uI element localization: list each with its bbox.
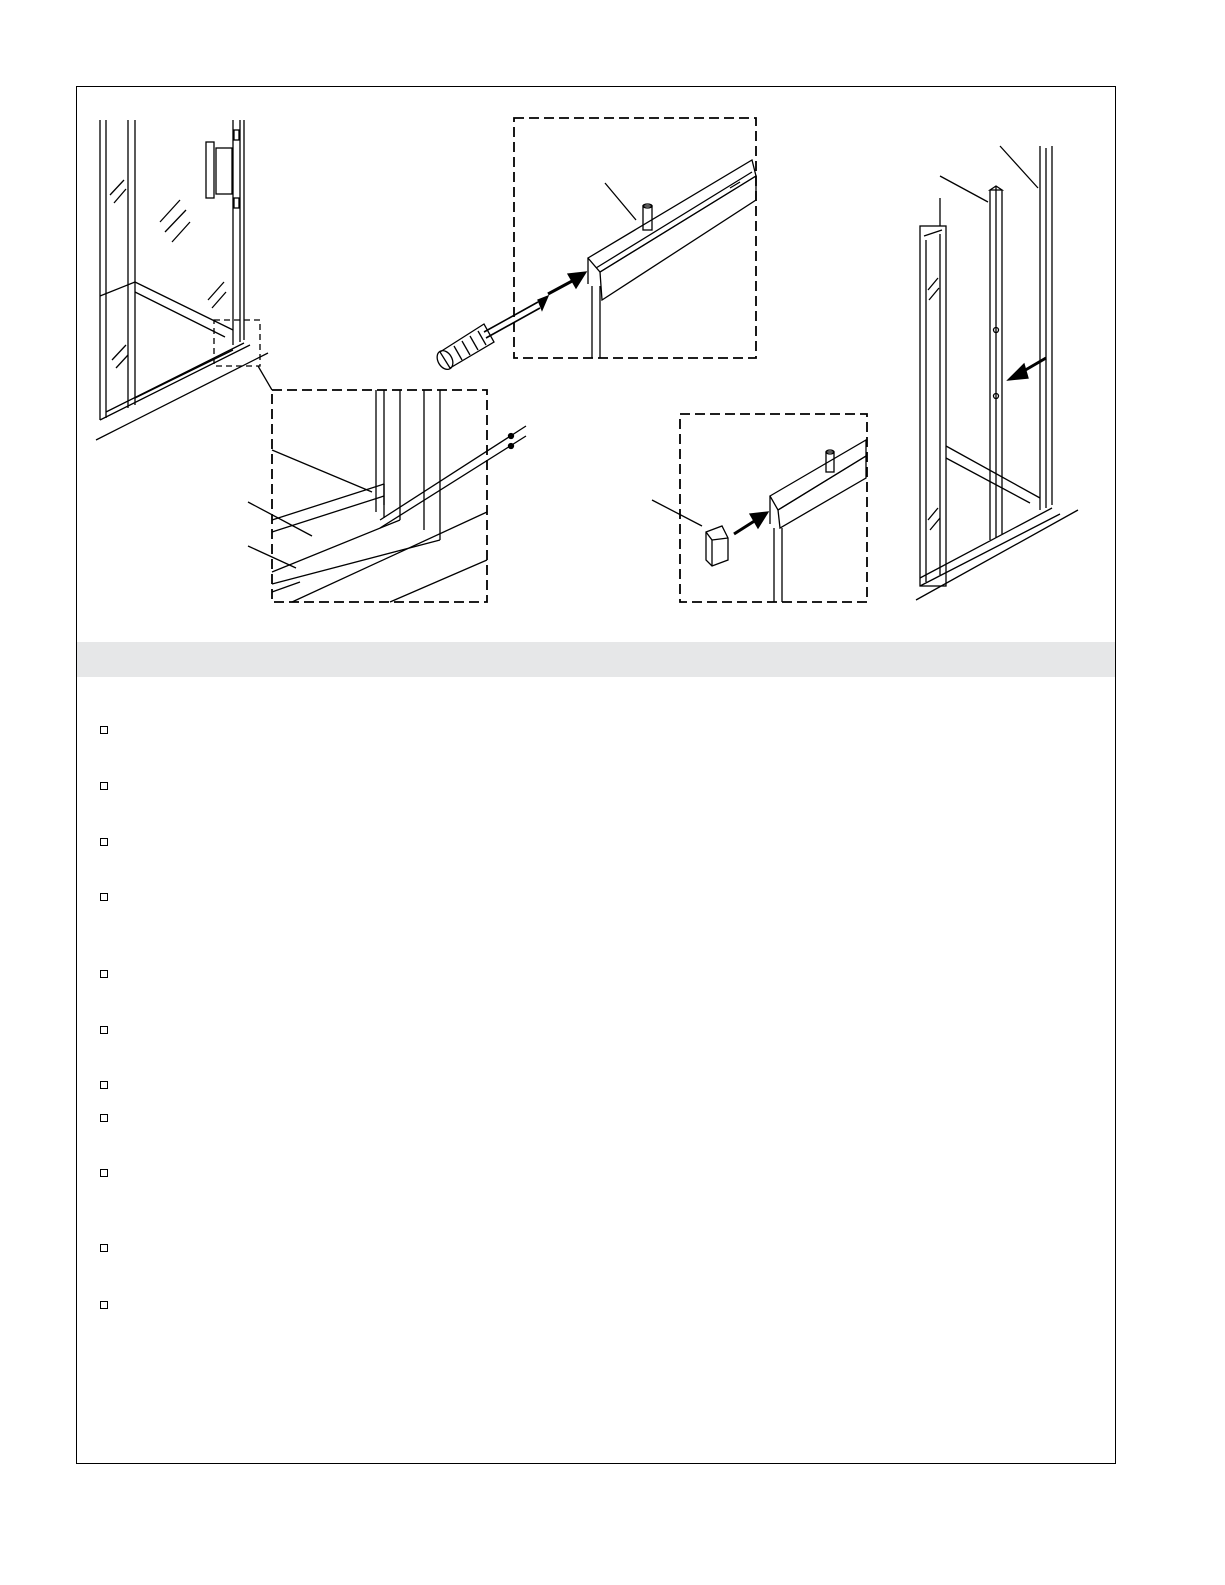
end-cap-detail	[652, 414, 867, 602]
arrow-icon	[548, 272, 586, 294]
checkbox-icon[interactable]	[100, 1301, 108, 1309]
checkbox-icon[interactable]	[100, 1026, 108, 1034]
top-track-detail	[514, 118, 756, 358]
checklist-item	[100, 1240, 1078, 1252]
installation-illustrations	[0, 0, 1225, 640]
checkbox-icon[interactable]	[100, 726, 108, 734]
checklist-item	[100, 889, 1078, 901]
arrow-icon	[734, 512, 768, 534]
checklist-item	[100, 966, 1078, 978]
checklist-item	[100, 834, 1078, 846]
checkbox-icon[interactable]	[100, 838, 108, 846]
end-cap-icon	[706, 526, 728, 566]
checkbox-icon[interactable]	[100, 782, 108, 790]
checklist-item	[100, 778, 1078, 790]
checklist-item	[100, 722, 1078, 734]
checklist-item	[100, 1110, 1078, 1122]
section-header-band	[77, 642, 1115, 677]
shower-door-overview	[96, 120, 272, 440]
checkbox-icon[interactable]	[100, 1081, 108, 1089]
checkbox-icon[interactable]	[100, 1244, 108, 1252]
jamb-installation	[916, 146, 1078, 600]
screwdriver-icon	[434, 296, 548, 372]
checkbox-icon[interactable]	[100, 1114, 108, 1122]
checklist-item	[100, 1165, 1078, 1177]
checkbox-icon[interactable]	[100, 893, 108, 901]
checkbox-icon[interactable]	[100, 970, 108, 978]
checklist-item	[100, 1297, 1078, 1309]
checklist-item	[100, 1022, 1078, 1034]
checklist-item	[100, 1077, 1078, 1089]
checkbox-icon[interactable]	[100, 1169, 108, 1177]
sill-detail	[248, 390, 526, 602]
